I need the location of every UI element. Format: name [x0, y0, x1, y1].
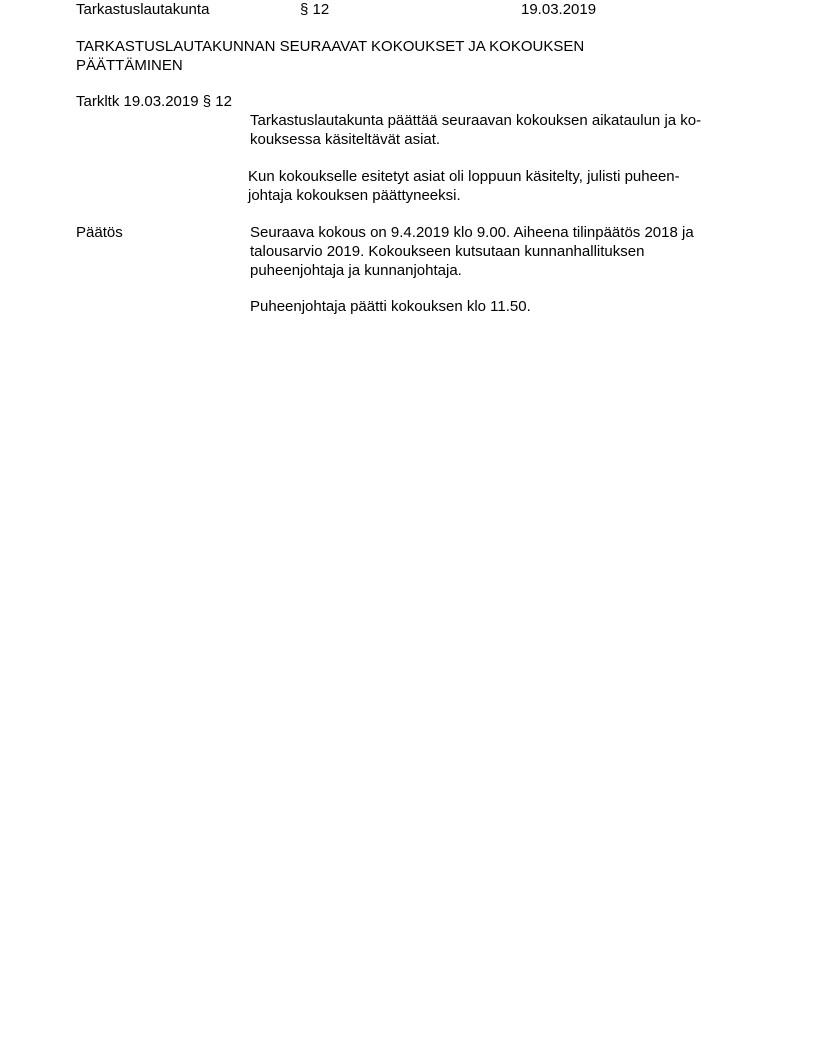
decision-paragraph-2: [250, 297, 750, 316]
text-line: puheenjohtaja ja kunnanjohtaja.: [250, 262, 462, 279]
proposal-paragraph-1: [250, 111, 750, 149]
text-line: Seuraava kokous on 9.4.2019 klo 9.00. Aiheena tilinpäätös 2018 ja: [250, 224, 694, 241]
text-line: johtaja kokouksen päättyneeksi.: [248, 187, 461, 204]
title-line: TARKASTUSLAUTAKUNNAN SEURAAVAT KOKOUKSET JA KOKOUKSEN: [76, 38, 585, 55]
document-title: [76, 37, 716, 75]
decision-paragraph-1: [250, 223, 750, 280]
meeting-reference: Tarkltk 19.03.2019 § 12: [76, 93, 232, 110]
header-organization: Tarkastuslautakunta: [76, 1, 210, 18]
header-section-number: § 12: [300, 1, 330, 18]
text-line: kouksessa käsiteltävät asiat.: [250, 131, 441, 148]
text-line: Kun kokoukselle esitetyt asiat oli loppuun käsitelty, julisti puheen-: [248, 168, 680, 185]
text-line: talousarvio 2019. Kokoukseen kutsutaan kunnanhallituksen: [250, 243, 645, 260]
header-date: 19.03.2019: [521, 1, 597, 18]
proposal-paragraph-2: [248, 167, 748, 205]
text-line: Puheenjohtaja päätti kokouksen klo 11.50.: [250, 298, 531, 315]
decision-label: Päätös: [76, 224, 123, 241]
title-line: PÄÄTTÄMINEN: [76, 57, 183, 74]
text-line: Tarkastuslautakunta päättää seuraavan kokouksen aikataulun ja ko-: [250, 112, 702, 129]
